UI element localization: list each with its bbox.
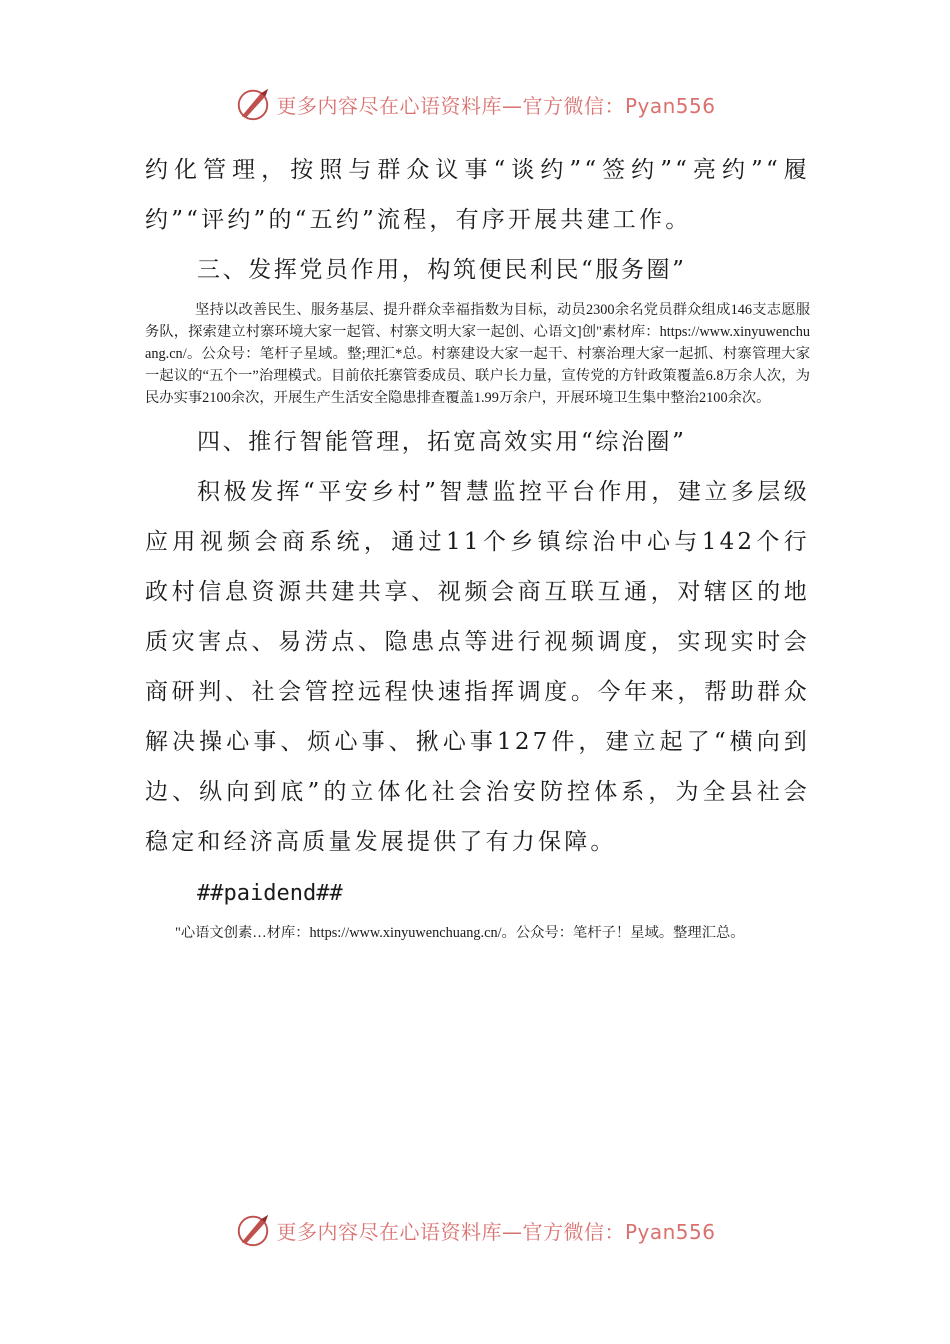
source-note: "心语文创素…材库：https://www.xinyuwenchuang.cn/。公众号：笔杆子！星域。整理汇总。: [175, 925, 745, 941]
footer-banner: [0, 1208, 950, 1252]
paragraph-small: 坚持以改善民生、服务基层、提升群众幸福指数为目标，动员2300余名党员群众组成146支志愿服务队，探索建立村寨环境大家一起管、村寨文明大家一起创、心语文]创"素材库：https://www.xinyuwenchuang.cn/。公众号：笔杆子星域。整;理汇*总。村寨建设大家一起干、村寨治理大家一起抓、村寨管理大家一起议的“五个一”治理模式。目前依托寨管委成员、联户长力量，宣传党的方针政策覆盖6.8万余人次，为民办实事2100余次，开展生产生活安全隐患排查覆盖1.99万余户，开展环境卫生集中整治2100余次。: [145, 302, 810, 406]
section-heading-4: 四、推行智能管理，拓宽高效实用“综治圈”: [197, 429, 687, 455]
header-banner: [0, 82, 950, 126]
section-heading-3: 三、发挥党员作用，构筑便民利民“服务圈”: [197, 257, 687, 283]
document-body: [145, 145, 810, 945]
paidend-marker: ##paidend##: [197, 881, 343, 906]
quill-logo-icon: [234, 85, 272, 123]
header-banner-text: 更多内容尽在心语资料库—官方微信：Pyan556: [276, 93, 716, 118]
quill-logo-icon: [234, 1211, 272, 1249]
footer-banner-text: 更多内容尽在心语资料库—官方微信：Pyan556: [276, 1219, 716, 1244]
paragraph-continued: 约化管理，按照与群众议事“谈约”“签约”“亮约”“履约”“评约”的“五约”流程，有序开展共建工作。: [145, 157, 810, 233]
paragraph-smart-management: 积极发挥“平安乡村”智慧监控平台作用，建立多层级应用视频会商系统，通过11个乡镇综治中心与142个行政村信息资源共建共享、视频会商互联互通，对辖区的地质灾害点、易涝点、隐患点等进行视频调度，实现实时会商研判、社会管控远程快速指挥调度。今年来，帮助群众解决操心事、烦心事、揪心事127件，建立起了“横向到边、纵向到底”的立体化社会治安防控体系，为全县社会稳定和经济高质量发展提供了有力保障。: [145, 479, 810, 855]
